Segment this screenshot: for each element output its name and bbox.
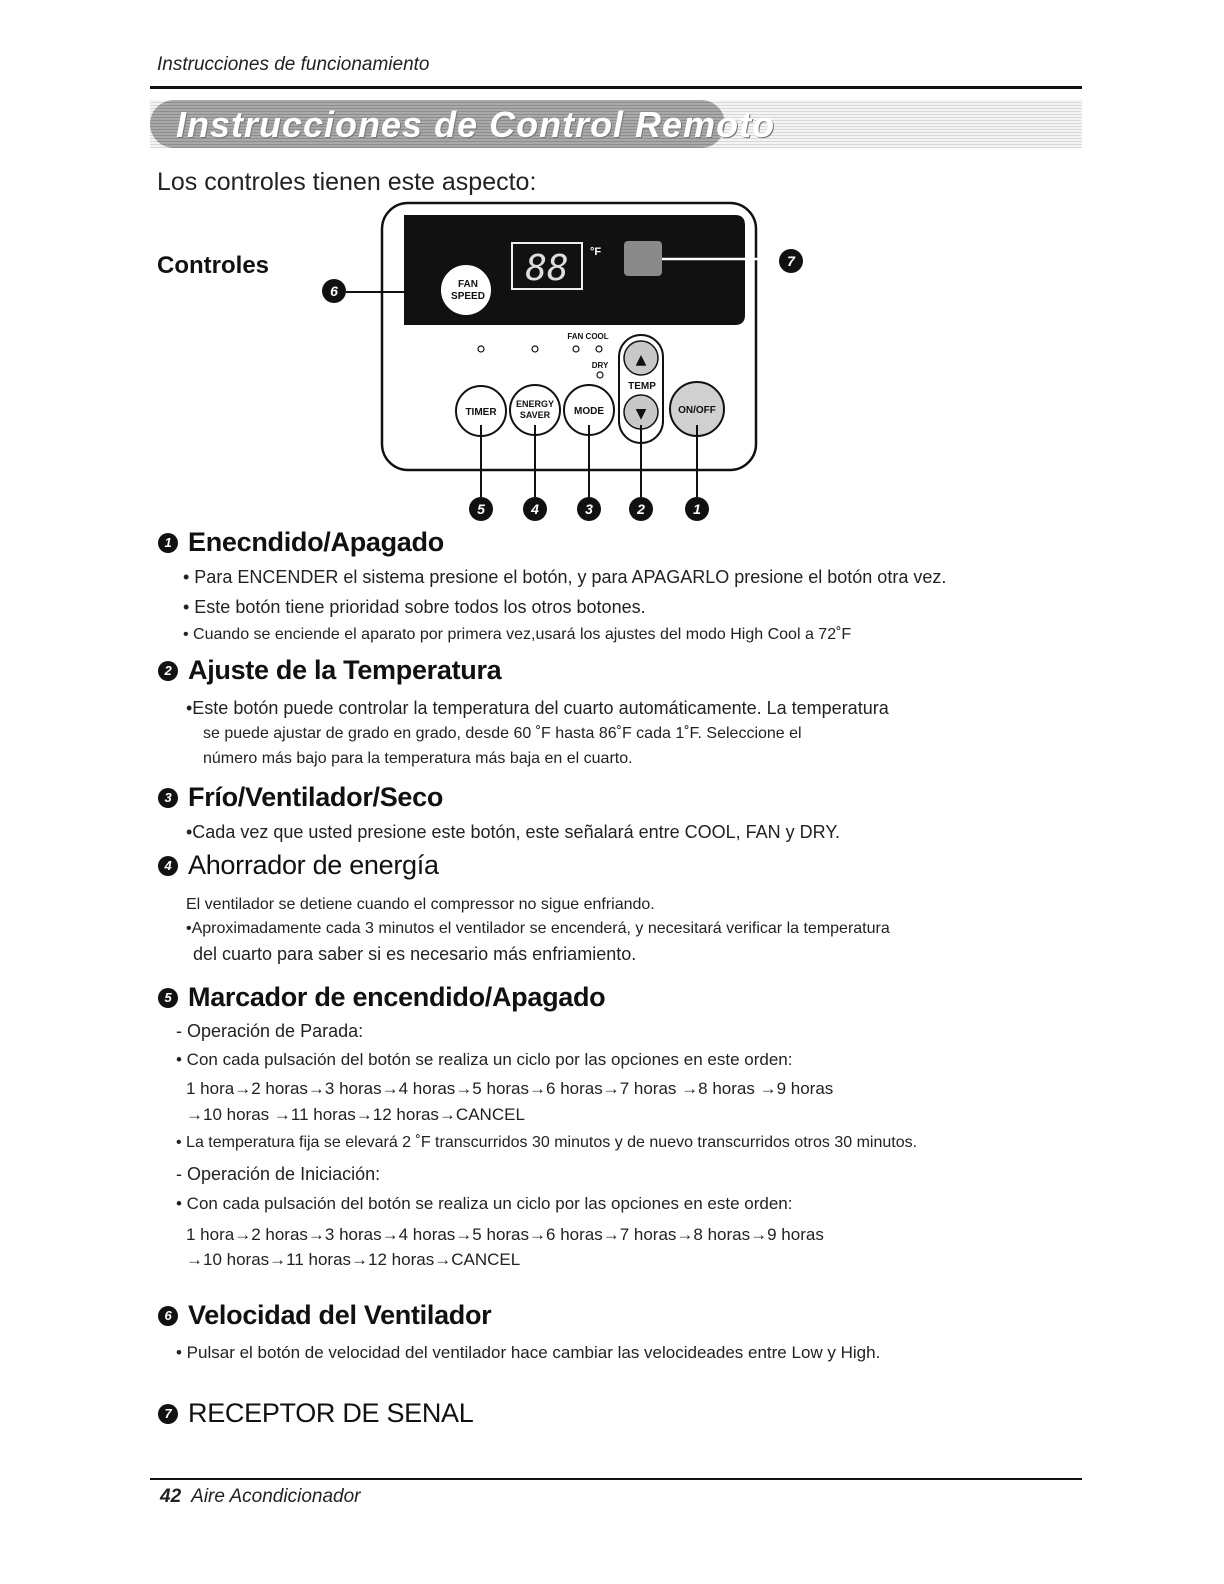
section-1-line: • Cuando se enciende el aparato por primera vez,usará los ajustes del modo High Cool a 72˚F xyxy=(183,626,852,643)
section-5-line: 1 hora→2 horas→3 horas→4 horas→5 horas→6 horas→7 horas →8 horas →9 horas xyxy=(186,1079,834,1098)
svg-text:2: 2 xyxy=(637,501,645,517)
callout-6 xyxy=(322,279,346,303)
header-rule xyxy=(150,86,1082,89)
section-2-heading xyxy=(158,655,501,686)
display-digits: 88 xyxy=(525,248,569,289)
number-badge: 2 xyxy=(158,661,178,681)
section-5-line: →10 horas→11 horas→12 horas→CANCEL xyxy=(186,1250,521,1269)
svg-text:SAVER: SAVER xyxy=(519,410,551,420)
section-5-line: - Operación de Parada: xyxy=(176,1021,364,1041)
number-badge: 3 xyxy=(158,788,178,808)
number-badge: 5 xyxy=(158,988,178,1008)
section-title: Velocidad del Ventilador xyxy=(188,1300,492,1330)
callout-3 xyxy=(577,497,601,521)
section-5-line: • Con cada pulsación del botón se realiza un ciclo por las opciones en este orden: xyxy=(176,1194,793,1213)
temp-down-button[interactable] xyxy=(624,395,658,429)
fan-cool-label: FAN COOL xyxy=(567,332,609,341)
svg-text:▼: ▼ xyxy=(635,406,647,422)
page-title: Instrucciones de Control Remoto xyxy=(176,104,776,145)
section-6-heading xyxy=(158,1300,491,1331)
section-title: Marcador de encendido/Apagado xyxy=(188,982,606,1012)
control-panel-figure xyxy=(300,195,820,525)
section-title: Ahorrador de energía xyxy=(188,850,439,880)
section-title: RECEPTOR DE SENAL xyxy=(188,1398,474,1428)
svg-text:SPEED: SPEED xyxy=(451,291,485,302)
svg-text:MODE: MODE xyxy=(574,406,604,417)
svg-text:4: 4 xyxy=(531,501,539,517)
section-5-line: • La temperatura fija se elevará 2 ˚F transcurridos 30 minutos y de nuevo transcurridos otros 30 minutos. xyxy=(176,1134,918,1151)
display-unit: °F xyxy=(590,246,602,258)
svg-text:7: 7 xyxy=(787,253,795,269)
dry-label: DRY xyxy=(591,361,609,370)
section-2-line: número más bajo para la temperatura más baja en el cuarto. xyxy=(203,750,633,767)
svg-text:TIMER: TIMER xyxy=(465,407,497,418)
figure-label: Controles xyxy=(157,252,270,279)
section-5-line: • Con cada pulsación del botón se realiza un ciclo por las opciones en este orden: xyxy=(176,1050,793,1069)
number-badge: 6 xyxy=(158,1306,178,1326)
svg-text:3: 3 xyxy=(585,501,593,517)
svg-text:FAN: FAN xyxy=(458,279,478,290)
intro-text: Los controles tienen este aspecto: xyxy=(157,168,537,196)
callout-2 xyxy=(629,497,653,521)
signal-receiver-window xyxy=(624,241,662,276)
running-header: Instrucciones de funcionamiento xyxy=(157,54,430,75)
footer-rule xyxy=(150,1478,1082,1480)
section-5-heading xyxy=(158,982,605,1013)
temp-up-button[interactable] xyxy=(624,341,658,375)
footer-title: Aire Acondicionador xyxy=(191,1486,361,1507)
section-2-line: •Este botón puede controlar la temperatura del cuarto automáticamente. La temperatura xyxy=(186,698,889,718)
section-1-line: • Este botón tiene prioridad sobre todos los otros botones. xyxy=(183,597,646,617)
section-2-line: se puede ajustar de grado en grado, desde 60 ˚F hasta 86˚F cada 1˚F. Seleccione el xyxy=(203,725,802,742)
svg-text:ENERGY: ENERGY xyxy=(515,399,555,409)
svg-text:▲: ▲ xyxy=(635,352,647,368)
section-4-line: •Aproximadamente cada 3 minutos el ventilador se encenderá, y necesitará verificar la temperatura xyxy=(186,920,890,937)
temp-label: TEMP xyxy=(628,381,656,392)
callout-7 xyxy=(779,249,803,273)
number-badge: 4 xyxy=(158,856,178,876)
number-badge: 7 xyxy=(158,1404,178,1424)
section-5-line: →10 horas →11 horas→12 horas→CANCEL xyxy=(186,1105,525,1124)
section-4-line: del cuarto para saber si es necesario más enfriamiento. xyxy=(193,944,637,964)
section-title: Ajuste de la Temperatura xyxy=(188,655,502,685)
svg-text:6: 6 xyxy=(330,283,338,299)
callout-1 xyxy=(685,497,709,521)
page-footer xyxy=(160,1486,360,1508)
section-5-line: 1 hora→2 horas→3 horas→4 horas→5 horas→6 horas→7 horas→8 horas→9 horas xyxy=(186,1225,824,1244)
fan-speed-button[interactable] xyxy=(440,264,492,316)
svg-text:5: 5 xyxy=(477,501,485,517)
callout-4 xyxy=(523,497,547,521)
section-3-line: •Cada vez que usted presione este botón, este señalará entre COOL, FAN y DRY. xyxy=(186,822,841,842)
section-1-line: • Para ENCENDER el sistema presione el botón, y para APAGARLO presione el botón otra vez. xyxy=(183,567,947,587)
section-4-heading xyxy=(158,850,439,881)
section-title: Frío/Ventilador/Seco xyxy=(188,782,444,812)
section-5-line: - Operación de Iniciación: xyxy=(176,1164,381,1184)
section-1-heading xyxy=(158,527,444,558)
section-title: Enecndido/Apagado xyxy=(188,527,444,557)
section-7-heading xyxy=(158,1398,473,1429)
section-6-line: • Pulsar el botón de velocidad del ventilador hace cambiar las velocideades entre Low y High. xyxy=(176,1343,881,1362)
svg-text:ON/OFF: ON/OFF xyxy=(678,405,716,416)
section-4-line: El ventilador se detiene cuando el compressor no sigue enfriando. xyxy=(186,896,655,913)
number-badge: 1 xyxy=(158,533,178,553)
callout-5 xyxy=(469,497,493,521)
page-number: 42 xyxy=(160,1486,182,1507)
svg-text:1: 1 xyxy=(693,501,701,517)
section-3-heading xyxy=(158,782,443,813)
